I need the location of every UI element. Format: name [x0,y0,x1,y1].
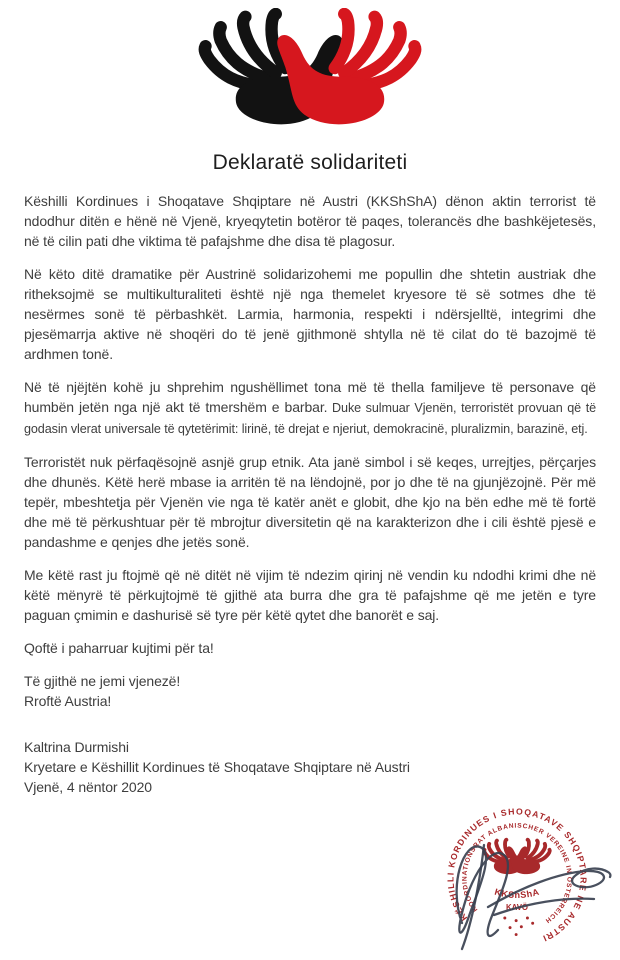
stamp-abbr-german: KAVÖ [505,903,529,913]
closing-line-1: Të gjithë ne jemi vjenezë! [24,673,181,689]
stamp-inner-ring-text: KOORDINATIONSRAT ALBANISCHER VEREINE IN ÖSTERREICH [461,822,573,925]
organization-logo [0,0,620,137]
signoff-name: Kaltrina Durmishi [24,739,129,755]
red-hand-icon [277,14,415,124]
signature-block [24,737,596,797]
closing-lines [24,671,596,711]
stamp-abbr-albanian: KKShShA [493,886,541,901]
body-paragraph: Terroristët nuk përfaqësojnë asnjë grup etnik. Ata janë simbol i së keqes, urrejtjes, përçarjes dhe dhunës. Këtë herë mbase ia arritën të na lëndojnë, por jo dhe të na gjunjëzojnë. Për më tepër, mbeshtetja për Vjenën vie nga të katër anët e globit, dhe kjo na bën edhe më të fortë dhe më të përkushtuar për të mbrojtur diversitetin që na karakterizon dhe i cili është pjesë e pandashme e qenjes dhe jetës sonë. [24,454,596,550]
signoff-role: Kryetare e Këshillit Kordinues të Shoqatave Shqiptare në Austri [24,759,410,775]
document-body [24,191,596,797]
body-paragraph: Në këto ditë dramatike për Austrinë solidarizohemi me popullin dhe shtetin austriak dhe ritheksojmë se multikulturaliteti është një nga themelet kryesore të së sotmes dhe të nesërmes sonë të përbashkët. Larmia, harmonia, respekti i ndërsjelltë, integrimi dhe pjesëmarrja aktive në shoqëri do të jenë gjithmonë shtylla në të cilat do të bazojmë të ardhmen tonë. [24,266,596,362]
closing-line-2: Rroftë Austria! [24,693,112,709]
handwritten-signature [424,811,620,959]
memorial-line: Qoftë i paharruar kujtimi për ta! [24,640,214,656]
signoff-place-date: Vjenë, 4 nëntor 2020 [24,779,152,795]
body-paragraph: Në të njëjtën kohë ju shprehim ngushëllimet tona më të thella familjeve të personave që humbën jetën nga një akt të tmershëm e barbar. Duke sulmuar Vjenën, terroristët provuan që të godasin vlerat universale të qytetërimit: lirinë, të drejat e njeriut, demokracinë, pluralizmin, barazinë, etj. [24,379,597,436]
body-paragraph: Këshilli Kordinues i Shoqatave Shqiptare në Austri (KKShShA) dënon aktin terrorist të ndodhur ditën e hënë në Vjenë, kryeqytetin botëror të paqes, tolerancës dhe bashkëjetesës, në të cilin pati dhe viktima të pafajshme dhe disa të plagosur. [24,193,596,249]
body-paragraph-note: Duke sulmuar Vjenën, terroristët provuan që të godasin vlerat universale të qytetërimit: lirinë, të drejat e njeriut, demokracinë, pluralizmin, barazinë, etj. [24,401,597,436]
stamp-outer-ring-text: KËSHILLI KORDINUES I SHOQATAVE SHQIPTARE NE AUSTRI [445,806,589,944]
body-paragraph: Me këtë rast ju ftojmë që në ditët në vijim të ndezim qirinj në vendin ku ndodhi krimi dhe në këtë mënyrë të përkujtojmë të gjithë ata burra dhe gra të pafajshme që me jetën e tyre paguan çmimin e dashurisë së tyre për këtë qytet dhe banorët e saj. [24,567,596,623]
document-title: Deklaratë solidariteti [212,151,408,174]
